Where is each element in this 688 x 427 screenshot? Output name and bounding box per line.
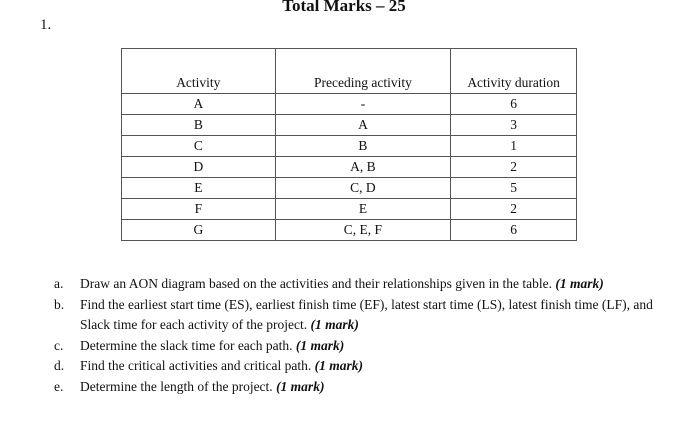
- activity-cell: C: [122, 136, 276, 157]
- table-row: [122, 178, 577, 199]
- activity-cell: B: [122, 115, 276, 136]
- table-header-row: [122, 49, 577, 94]
- page-title: Total Marks – 25: [282, 0, 406, 15]
- question-label: a.: [54, 276, 64, 291]
- question-label: d.: [54, 358, 65, 373]
- question-c: [54, 336, 654, 357]
- question-text: Determine the length of the project.: [80, 378, 277, 394]
- activity-cell: E: [122, 178, 276, 199]
- question-marks: (1 mark): [295, 337, 345, 353]
- duration-cell: 5: [451, 178, 577, 199]
- preceding-cell: E: [275, 199, 451, 220]
- preceding-cell: A, B: [275, 157, 451, 178]
- question-label: b.: [54, 296, 65, 312]
- question-marks: (1 mark): [314, 358, 364, 373]
- column-header-activity: Activity: [122, 49, 276, 94]
- question-label: e.: [54, 378, 64, 394]
- question-label: c.: [54, 337, 64, 353]
- table-row: [122, 157, 577, 178]
- question-e: [54, 377, 654, 398]
- table-row: [122, 115, 577, 136]
- duration-cell: 3: [451, 115, 577, 136]
- question-text: Draw an AON diagram based on the activities and their relationships given in the table.: [80, 276, 556, 291]
- question-text: Find the earliest start time (ES), earliest finish time (EF), latest start time (LS), latest finish time (LF), and Slack time for each activity of the project.: [80, 296, 653, 332]
- activity-cell: D: [122, 157, 276, 178]
- table-row: [122, 199, 577, 220]
- question-marks: (1 mark): [276, 378, 325, 394]
- question-marks: (1 mark): [310, 317, 359, 332]
- question-number: 1.: [40, 17, 52, 33]
- question-marks: (1 mark): [555, 276, 604, 291]
- column-header-activity-duration: Activity duration: [451, 49, 577, 94]
- duration-cell: 2: [451, 157, 577, 178]
- question-text: Find the critical activities and critical path.: [80, 358, 315, 373]
- column-header-preceding-activity: Preceding activity: [275, 49, 451, 94]
- table-row: [122, 136, 577, 157]
- activity-cell: A: [122, 94, 276, 115]
- table-row: [122, 220, 577, 241]
- duration-cell: 2: [451, 199, 577, 220]
- question-d: [54, 356, 654, 377]
- question-text: Determine the slack time for each path.: [80, 337, 296, 353]
- preceding-cell: B: [275, 136, 451, 157]
- preceding-cell: -: [275, 94, 451, 115]
- table-row: [122, 94, 577, 115]
- question-b: [54, 295, 654, 336]
- activity-table: [121, 48, 577, 241]
- duration-cell: 1: [451, 136, 577, 157]
- duration-cell: 6: [451, 220, 577, 241]
- preceding-cell: A: [275, 115, 451, 136]
- preceding-cell: C, D: [275, 178, 451, 199]
- duration-cell: 6: [451, 94, 577, 115]
- activity-cell: G: [122, 220, 276, 241]
- preceding-cell: C, E, F: [275, 220, 451, 241]
- question-list: [54, 274, 654, 397]
- question-a: [54, 274, 654, 295]
- activity-cell: F: [122, 199, 276, 220]
